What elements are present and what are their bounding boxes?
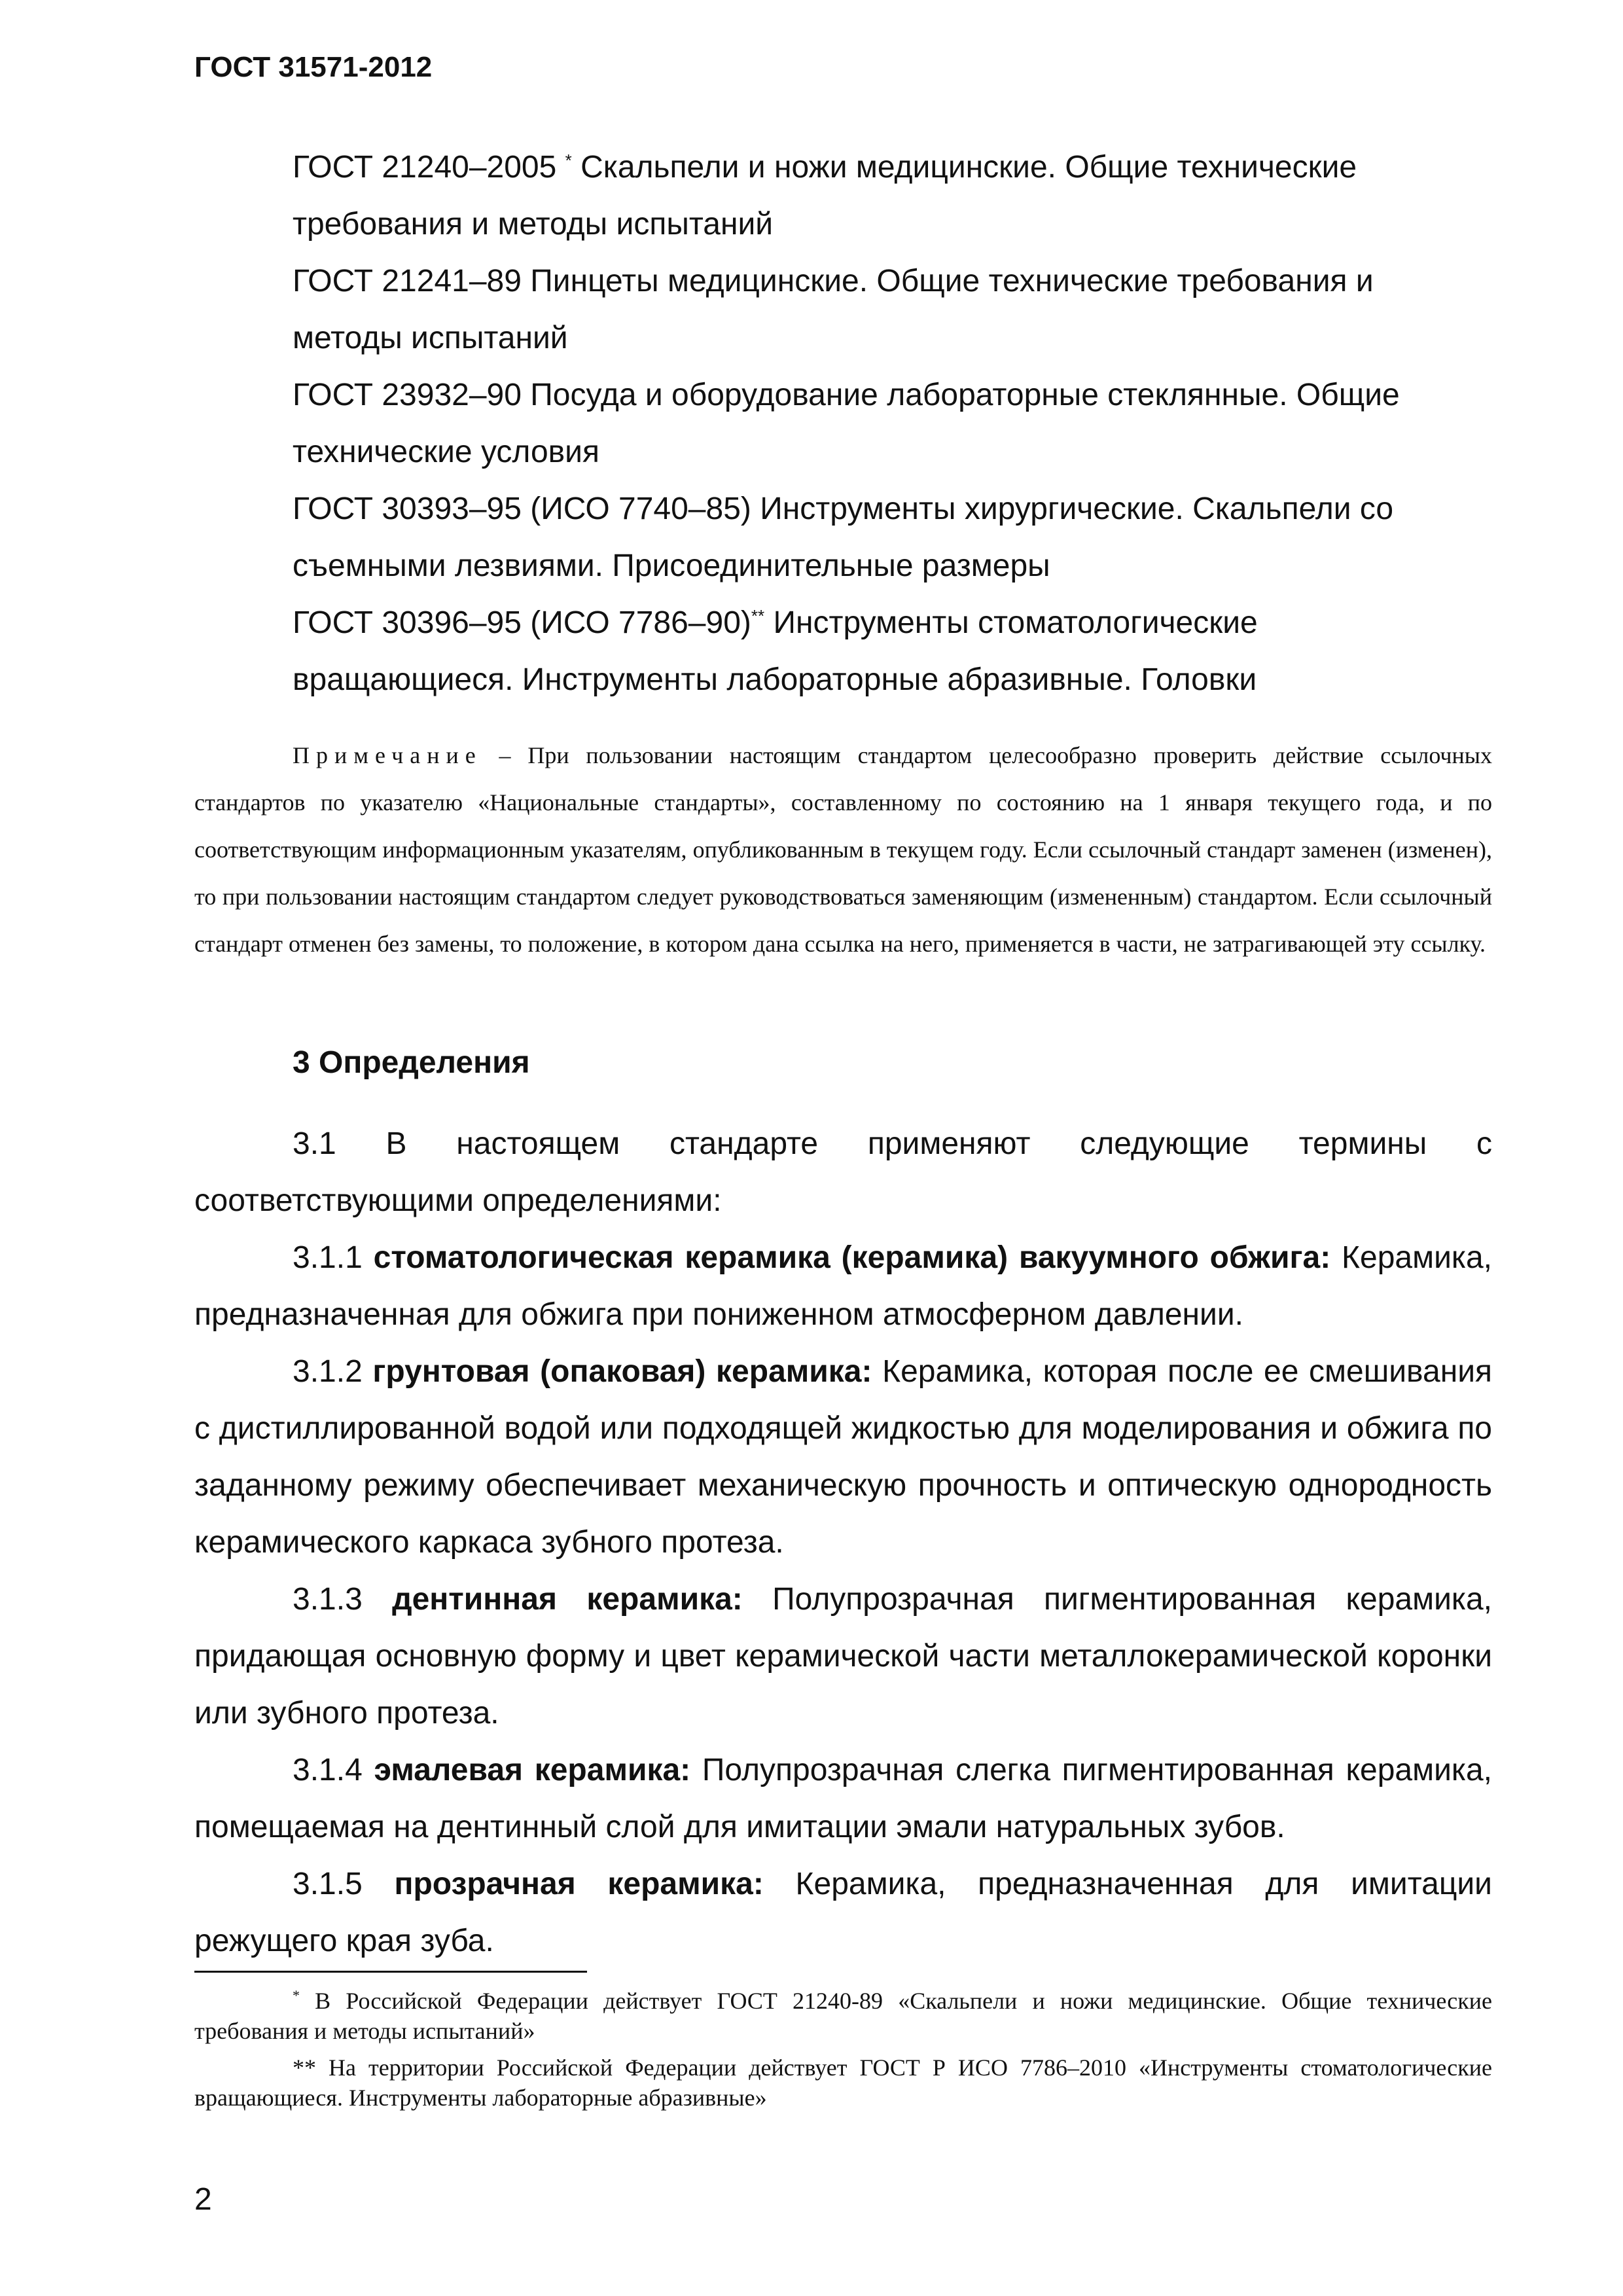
definitions-list (194, 1115, 1492, 1969)
term: стоматологическая керамика (керамика) вакуумного обжига: (373, 1240, 1331, 1275)
term: грунтовая (опаковая) керамика: (372, 1354, 872, 1389)
definition-item: 3.1.2 грунтовая (опаковая) керамика: Керамика, которая после ее смешивания с дистиллированной водой или подходящей жидкостью для моделирования и обжига по заданному режиму обеспечивает механическую прочность и оптическую однородность керамического каркаса зубного протеза. (194, 1354, 1493, 1560)
note-text: – При пользовании настоящим стандартом целесообразно проверить действие ссылочных стандартов по указателю «Национальные стандарты», составленному по состоянию на 1 января текущего года, и по соответствующим информационным указателям, опубликованным в текущем году. Если ссылочный стандарт заменен (изменен), то при пользовании настоящим стандартом следует руководствоваться заменяющим (измененным) стандартом. Если ссылочный стандарт отменен без замены, то положение, в котором дана ссылка на него, применяется в части, не затрагивающей эту ссылку. (194, 742, 1492, 957)
section-title: 3 Определения (293, 1045, 530, 1080)
footnote: * В Российской Федерации действует ГОСТ 21240-89 «Скальпели и ножи медицинские. Общие технические требования и методы испытаний» (194, 1987, 1492, 2044)
footnote: ** На территории Российской Федерации действует ГОСТ Р ИСО 7786–2010 «Инструменты стоматологические вращающиеся. Инструменты лабораторные абразивные» (194, 2054, 1492, 2111)
definition-item: 3.1.5 прозрачная керамика: Керамика, предназначенная для имитации режущего края зуба. (194, 1867, 1492, 1958)
term: эмалевая керамика: (374, 1753, 691, 1787)
page-number: 2 (194, 2182, 212, 2217)
footnote-mark: * (565, 151, 572, 170)
note-label: Примечание (293, 742, 482, 768)
definition-item: 3.1.3 дентинная керамика: Полупрозрачная пигментированная керамика, придающая основную форму и цвет керамической части металлокерамической коронки или зубного протеза. (194, 1582, 1492, 1731)
footnote-separator (194, 1971, 587, 1973)
reference-item: ГОСТ 21241–89 Пинцеты медицинские. Общие технические требования и методы испытаний (293, 264, 1374, 355)
reference-item: ГОСТ 30393–95 (ИСО 7740–85) Инструменты хирургические. Скальпели со съемными лезвиями. Присоединительные размеры (293, 492, 1394, 583)
reference-item: ГОСТ 21240–2005 * Скальпели и ножи медицинские. Общие технические требования и методы испытаний (293, 150, 1357, 242)
reference-item: ГОСТ 30396–95 (ИСО 7786–90)** Инструменты стоматологические вращающиеся. Инструменты лабораторные абразивные. Головки (293, 605, 1258, 697)
term: прозрачная керамика: (394, 1867, 764, 1901)
term: дентинная керамика: (392, 1582, 743, 1617)
definition-item: 3.1.4 эмалевая керамика: Полупрозрачная слегка пигментированная керамика, помещаемая на дентинный слой для имитации эмали натуральных зубов. (194, 1753, 1492, 1844)
note-paragraph (194, 732, 1492, 967)
footnotes (194, 1986, 1492, 2119)
references-list (194, 139, 1492, 708)
definition-item: 3.1.1 стоматологическая керамика (керамика) вакуумного обжига: Керамика, предназначенная для обжига при пониженном атмосферном давлении. (194, 1240, 1492, 1332)
document-header: ГОСТ 31571-2012 (194, 51, 433, 83)
reference-item: ГОСТ 23932–90 Посуда и оборудование лабораторные стеклянные. Общие технические условия (293, 378, 1400, 469)
definition-intro: 3.1 В настоящем стандарте применяют следующие термины с соответствующими определениями: (194, 1126, 1492, 1218)
footnote-mark: ** (751, 606, 765, 626)
